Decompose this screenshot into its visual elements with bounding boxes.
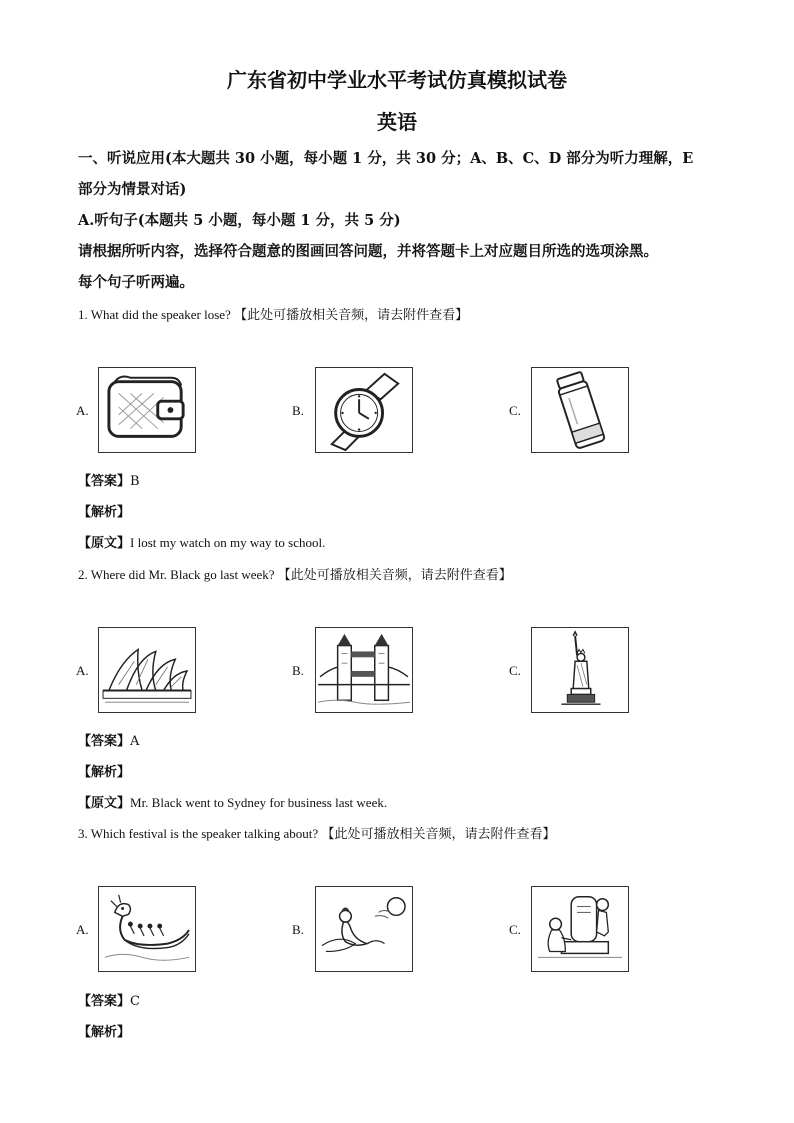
- statue-of-liberty-icon[interactable]: [531, 627, 629, 713]
- analysis-label: 【解析】: [78, 505, 131, 520]
- q3-option-b-label: B.: [292, 922, 304, 937]
- question-3-prompt: 3. Which festival is the speaker talking about? 【此处可播放相关音频，请去附件查看】: [78, 826, 556, 841]
- exam-title: 广东省初中学业水平考试仿真模拟试卷: [227, 68, 567, 92]
- question-1-prompt: 1. What did the speaker lose? 【此处可播放相关音频，请去附件查看】: [78, 307, 469, 322]
- dragon-boat-icon[interactable]: [98, 886, 196, 972]
- tomb-sweeping-icon[interactable]: [531, 886, 629, 972]
- q3-answer-value: C: [130, 994, 140, 1009]
- tower-bridge-icon[interactable]: [315, 627, 413, 713]
- q2-analysis-label: [78, 761, 130, 780]
- flask-icon[interactable]: [531, 367, 629, 453]
- q2-answer-line: [78, 730, 139, 749]
- answer-label: 【答案】: [78, 474, 131, 489]
- q3-analysis-label: [78, 1021, 130, 1040]
- question-2-prompt: 2. Where did Mr. Black go last week? 【此处可播放相关音频，请去附件查看】: [78, 567, 512, 582]
- section-heading-line2: 部分为情景对话): [78, 181, 187, 198]
- analysis-label: 【解析】: [78, 1025, 131, 1040]
- q3-option-a-label: A.: [76, 922, 89, 937]
- instruction-line1: 请根据所听内容，选择符合题意的图画回答问题，并将答题卡上对应题目所选的选项涂黑。: [78, 243, 658, 260]
- q2-transcript-line: [78, 792, 387, 811]
- transcript-label: 【原文】: [78, 536, 131, 551]
- q1-transcript-text: I lost my watch on my way to school.: [130, 535, 326, 550]
- watch-icon[interactable]: [315, 367, 413, 453]
- q1-transcript-line: [78, 532, 325, 551]
- wallet-icon[interactable]: [98, 367, 196, 453]
- q2-option-a-label: A.: [76, 663, 89, 678]
- q1-answer-value: B: [130, 474, 140, 489]
- transcript-label: 【原文】: [78, 796, 131, 811]
- q2-answer-value: A: [130, 734, 140, 749]
- sydney-opera-house-icon[interactable]: [98, 627, 196, 713]
- q1-option-a-label: A.: [76, 403, 89, 418]
- q3-option-c-label: C.: [509, 922, 521, 937]
- q2-option-c-label: C.: [509, 663, 521, 678]
- q1-option-c-label: C.: [509, 403, 521, 418]
- q3-answer-line: [78, 990, 140, 1009]
- q2-transcript-text: Mr. Black went to Sydney for business last week.: [130, 795, 388, 810]
- q1-analysis-label: [78, 501, 130, 520]
- analysis-label: 【解析】: [78, 765, 131, 780]
- instruction-line2: 每个句子听两遍。: [78, 274, 194, 291]
- q1-answer-line: [78, 470, 140, 489]
- part-a-heading: A.听句子(本题共 5 小题，每小题 1 分，共 5 分): [78, 212, 401, 229]
- subject-title: 英语: [377, 110, 417, 134]
- answer-label: 【答案】: [78, 994, 131, 1009]
- section-heading-line1: 一、听说应用(本大题共 30 小题，每小题 1 分，共 30 分；A、B、C、D 部分为听力理解，E: [78, 150, 694, 167]
- q1-option-b-label: B.: [292, 403, 304, 418]
- q2-option-b-label: B.: [292, 663, 304, 678]
- answer-label: 【答案】: [78, 734, 131, 749]
- moon-fairy-icon[interactable]: [315, 886, 413, 972]
